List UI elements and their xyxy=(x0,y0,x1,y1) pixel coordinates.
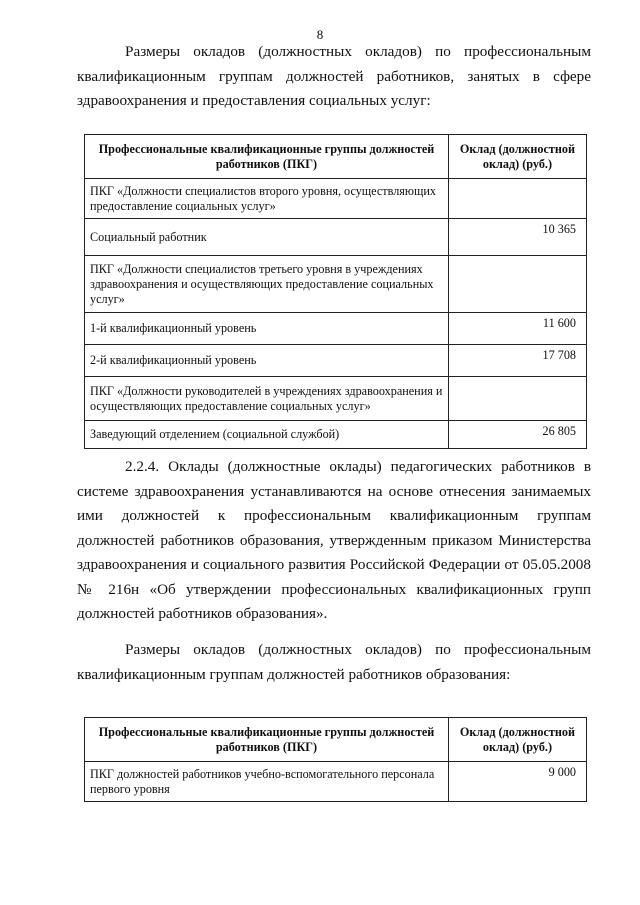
salary-table-education xyxy=(84,717,587,802)
header-pkg: Профессиональные квалификационные группы должностей работников (ПКГ) xyxy=(85,718,449,762)
row-name: ПКГ должностей работников учебно-вспомогательного персонала первого уровня xyxy=(85,762,449,802)
paragraph-2-2-4: 2.2.4. Оклады (должностные оклады) педагогических работников в системе здравоохранения устанавливаются на основе отнесения занимаемых ими должностей к профессиональным квалификационным группам должностей работников образования, утвержденным приказом Министерства здравоохранения и социального развития Российской Федерации от 05.05.2008 № 216н «Об утверждении профессиональных квалификационных групп должностей работников образования». xyxy=(77,458,591,622)
table-row xyxy=(85,345,587,377)
row-name: ПКГ «Должности руководителей в учреждениях здравоохранения и осуществляющих предоставление социальных услуг» xyxy=(85,377,449,421)
table-header-row xyxy=(85,718,587,762)
header-salary: Оклад (должностной оклад) (руб.) xyxy=(448,135,586,179)
row-value: 26 805 xyxy=(448,421,586,449)
table-row xyxy=(85,256,587,313)
row-name: 1-й квалификационный уровень xyxy=(85,313,449,345)
header-salary: Оклад (должностной оклад) (руб.) xyxy=(448,718,586,762)
table-row xyxy=(85,762,587,802)
table-row xyxy=(85,219,587,256)
row-name: Заведующий отделением (социальной службой) xyxy=(85,421,449,449)
header-pkg: Профессиональные квалификационные группы должностей работников (ПКГ) xyxy=(85,135,449,179)
row-name: ПКГ «Должности специалистов третьего уровня в учреждениях здравоохранения и осуществляющих предоставление социальных услуг» xyxy=(85,256,449,313)
row-value: 9 000 xyxy=(448,762,586,802)
row-value: 11 600 xyxy=(448,313,586,345)
row-name: Социальный работник xyxy=(85,219,449,256)
table-row xyxy=(85,421,587,449)
row-value xyxy=(448,256,586,313)
row-name: ПКГ «Должности специалистов второго уровня, осуществляющих предоставление социальных услуг» xyxy=(85,179,449,219)
row-name: 2-й квалификационный уровень xyxy=(85,345,449,377)
salary-table-health xyxy=(84,134,587,449)
table-row xyxy=(85,377,587,421)
table-row xyxy=(85,313,587,345)
intro-paragraph-education: Размеры окладов (должностных окладов) по профессиональным квалификационным группам должностей работников образования: xyxy=(77,641,591,683)
row-value xyxy=(448,179,586,219)
table-header-row xyxy=(85,135,587,179)
intro-paragraph-health: Размеры окладов (должностных окладов) по профессиональным квалификационным группам должностей работников, занятых в сфере здравоохранения и предоставления социальных услуг: xyxy=(77,43,591,109)
table-row xyxy=(85,179,587,219)
page-number: 8 xyxy=(316,27,324,42)
row-value: 10 365 xyxy=(448,219,586,256)
row-value: 17 708 xyxy=(448,345,586,377)
row-value xyxy=(448,377,586,421)
